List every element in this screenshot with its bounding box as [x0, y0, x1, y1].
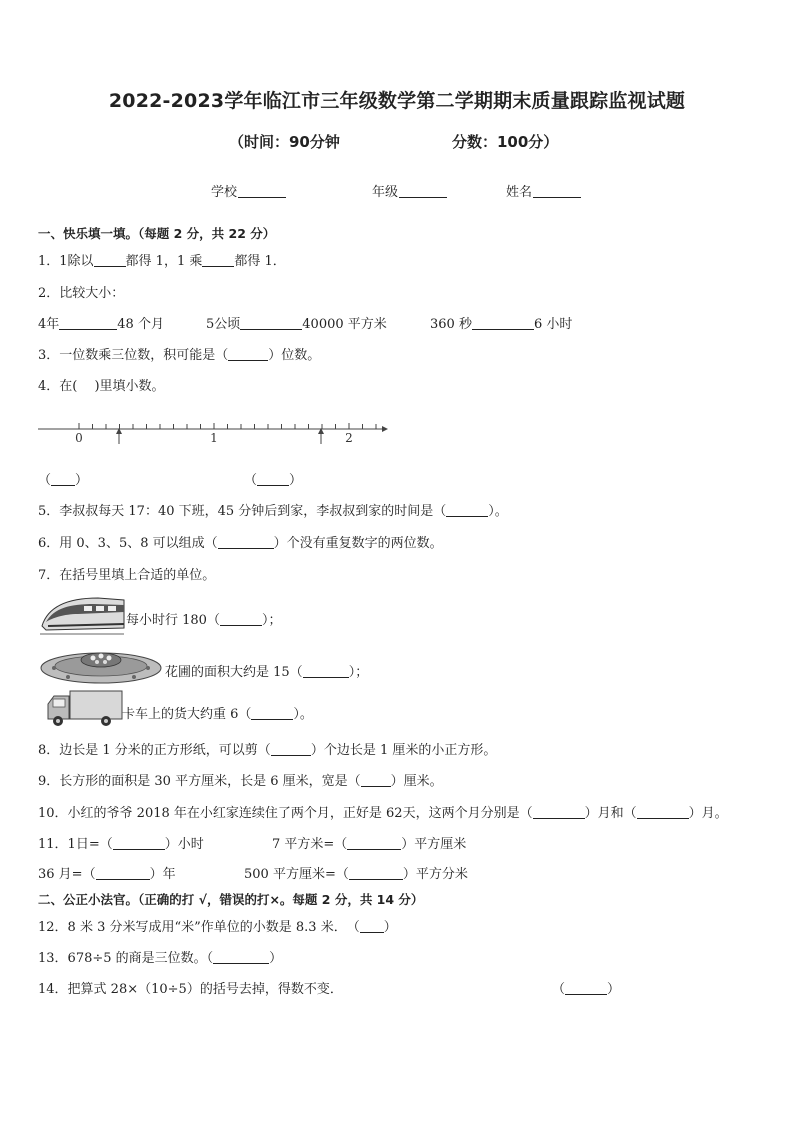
q11-blank-3[interactable] — [96, 866, 150, 880]
garden-icon — [38, 646, 164, 686]
q11-blank-1[interactable] — [113, 836, 165, 850]
q8-text-b: ）个边长是 1 厘米的小正方形。 — [310, 743, 497, 758]
q9-text-b: ）厘米。 — [390, 774, 443, 789]
q11-item-1 — [38, 833, 204, 852]
q11-item-3 — [38, 863, 176, 882]
q4-paren-close-1: ） — [75, 473, 89, 488]
question-3 — [38, 344, 320, 363]
q10-text-c: ）月。 — [688, 806, 728, 821]
name-field — [506, 181, 581, 200]
grade-input-line[interactable] — [399, 183, 447, 198]
q4-paren-close-2: ） — [289, 473, 303, 488]
question-9 — [38, 770, 443, 789]
q7-blank-2[interactable] — [303, 664, 349, 678]
q2-p2-left: 5公顷 — [206, 317, 241, 332]
q7-blank-1[interactable] — [220, 612, 262, 626]
question-4-label: 4．在( )里填小数。 — [38, 379, 165, 394]
q11-item-4 — [244, 863, 468, 882]
question-7-label: 7．在括号里填上合适的单位。 — [38, 568, 216, 583]
q7-blank-3[interactable] — [251, 706, 293, 720]
q5-text-b: ）。 — [488, 504, 508, 519]
tick-label-1: 1 — [210, 431, 218, 445]
q4-blank-2[interactable] — [257, 472, 289, 486]
exam-title: 2022-2023学年临江市三年级数学第二学期期末质量跟踪监视试题 — [108, 90, 686, 112]
q2-blank-2[interactable] — [240, 316, 302, 330]
question-14: 14．把算式 28×（10÷5）的括号去掉，得数不变． — [38, 982, 343, 997]
q11-r1-text-d: ）平方厘米 — [401, 837, 467, 852]
q12-text-a: 12．8 米 3 分米写成用“米”作单位的小数是 8.3 米． （ — [38, 920, 360, 935]
exam-score: 分数：100分） — [452, 133, 559, 151]
q11-blank-4[interactable] — [349, 866, 403, 880]
q7-truck-text-b: ）。 — [293, 707, 313, 722]
q1-text-a: 1．1除以 — [38, 254, 94, 269]
q3-blank[interactable] — [228, 347, 268, 361]
question-5 — [38, 500, 508, 519]
question-8 — [38, 739, 496, 758]
q13-blank[interactable] — [213, 950, 269, 964]
question-12 — [38, 916, 397, 935]
q2-p3-left: 360 秒 — [430, 317, 472, 332]
q1-blank-1[interactable] — [94, 253, 126, 267]
q4-answer-1 — [38, 469, 88, 488]
q2-p3-right: 6 小时 — [533, 317, 573, 332]
q8-blank[interactable] — [271, 742, 311, 756]
question-10 — [38, 802, 728, 821]
number-line-diagram — [36, 412, 392, 446]
number-line-arrow — [382, 426, 388, 432]
q2-p1-left: 4年 — [38, 317, 60, 332]
exam-time: （时间：90分钟 — [229, 133, 340, 151]
name-input-line[interactable] — [533, 183, 581, 198]
q13-text-b: ） — [269, 951, 283, 966]
q2-blank-1[interactable] — [59, 316, 117, 330]
q2-p1-right: 48 个月 — [117, 317, 164, 332]
q7-truck-text-a: 卡车上的货大约重 6（ — [122, 707, 252, 722]
q7-garden-text-a: 花圃的面积大约是 15（ — [165, 665, 303, 680]
q6-blank[interactable] — [218, 535, 274, 549]
q4-paren-open-2: （ — [244, 473, 258, 488]
q12-text-b: ） — [383, 920, 397, 935]
q7-train-text-a: 每小时行 180（ — [126, 613, 220, 628]
school-label: 学校 — [211, 185, 238, 200]
school-input-line[interactable] — [238, 183, 286, 198]
q5-blank[interactable] — [446, 503, 488, 517]
q1-text-b: 都得 1，1 乘 — [125, 254, 203, 269]
q11-r2-text-b: ）年 — [149, 867, 176, 882]
q11-r1-text-b: ）小时 — [164, 837, 204, 852]
q14-paren-close: ） — [607, 982, 621, 997]
q7-train-text — [126, 609, 281, 628]
q11-r2-text-d: ）平方分米 — [402, 867, 468, 882]
q1-blank-2[interactable] — [202, 253, 234, 267]
q7-truck-text — [122, 703, 313, 722]
q10-blank-1[interactable] — [533, 805, 585, 819]
q11-r2-text-c: 500 平方厘米=（ — [244, 867, 349, 882]
grade-field — [372, 181, 447, 200]
q4-blank-1[interactable] — [51, 472, 75, 486]
q11-blank-2[interactable] — [347, 836, 401, 850]
q7-garden-text-b: ）； — [348, 665, 369, 680]
q3-text-a: 3．一位数乘三位数，积可能是（ — [38, 348, 229, 363]
q7-train-text-b: ）； — [261, 613, 282, 628]
q2-blank-3[interactable] — [472, 316, 534, 330]
q5-text-a: 5．李叔叔每天 17：40 下班，45 分钟后到家，李叔叔到家的时间是（ — [38, 504, 447, 519]
grade-label: 年级 — [372, 185, 399, 200]
section2-heading: 二、公正小法官。（正确的打 √，错误的打×。每题 2 分，共 14 分） — [38, 892, 424, 907]
truck-icon — [44, 688, 124, 728]
q9-blank[interactable] — [361, 773, 391, 787]
q2-pair-1 — [38, 313, 164, 332]
q14-paren-open: （ — [552, 982, 566, 997]
q9-text-a: 9．长方形的面积是 30 平方厘米，长是 6 厘米，宽是（ — [38, 774, 361, 789]
tick-label-2: 2 — [345, 431, 353, 445]
q12-blank[interactable] — [360, 919, 384, 933]
q2-pair-3 — [430, 313, 572, 332]
question-6 — [38, 532, 443, 551]
q11-r2-text-a: 36 月=（ — [38, 867, 96, 882]
q3-text-b: ）位数。 — [268, 348, 321, 363]
question-13 — [38, 947, 282, 966]
q14-blank[interactable] — [565, 981, 607, 995]
school-field — [211, 181, 286, 200]
question-1 — [38, 250, 286, 269]
name-label: 姓名 — [506, 185, 533, 200]
q8-text-a: 8．边长是 1 分米的正方形纸，可以剪（ — [38, 743, 271, 758]
q2-pair-2 — [206, 313, 387, 332]
q10-blank-2[interactable] — [637, 805, 689, 819]
q7-garden-text — [165, 661, 368, 680]
question-2-label: 2．比较大小： — [38, 286, 125, 301]
q11-r1-text-a: 11．1日=（ — [38, 837, 113, 852]
q11-item-2 — [272, 833, 466, 852]
q10-text-a: 10．小红的爷爷 2018 年在小红家连续住了两个月，正好是 62天，这两个月分别是（ — [38, 806, 533, 821]
q4-paren-open-1: （ — [38, 473, 52, 488]
q6-text-a: 6．用 0、3、5、8 可以组成（ — [38, 536, 218, 551]
q14-answer — [552, 978, 620, 997]
q4-answer-2 — [244, 469, 302, 488]
q11-r1-text-c: 7 平方米=（ — [272, 837, 348, 852]
tick-label-0: 0 — [75, 431, 83, 445]
q10-text-b: ）月和（ — [584, 806, 637, 821]
section1-heading: 一、快乐填一填。（每题 2 分，共 22 分） — [38, 226, 276, 241]
q1-text-c: 都得 1． — [234, 254, 286, 269]
q13-text-a: 13．678÷5 的商是三位数。（ — [38, 951, 214, 966]
train-icon — [38, 592, 126, 638]
q6-text-b: ）个没有重复数字的两位数。 — [273, 536, 443, 551]
q2-p2-right: 40000 平方米 — [302, 317, 387, 332]
